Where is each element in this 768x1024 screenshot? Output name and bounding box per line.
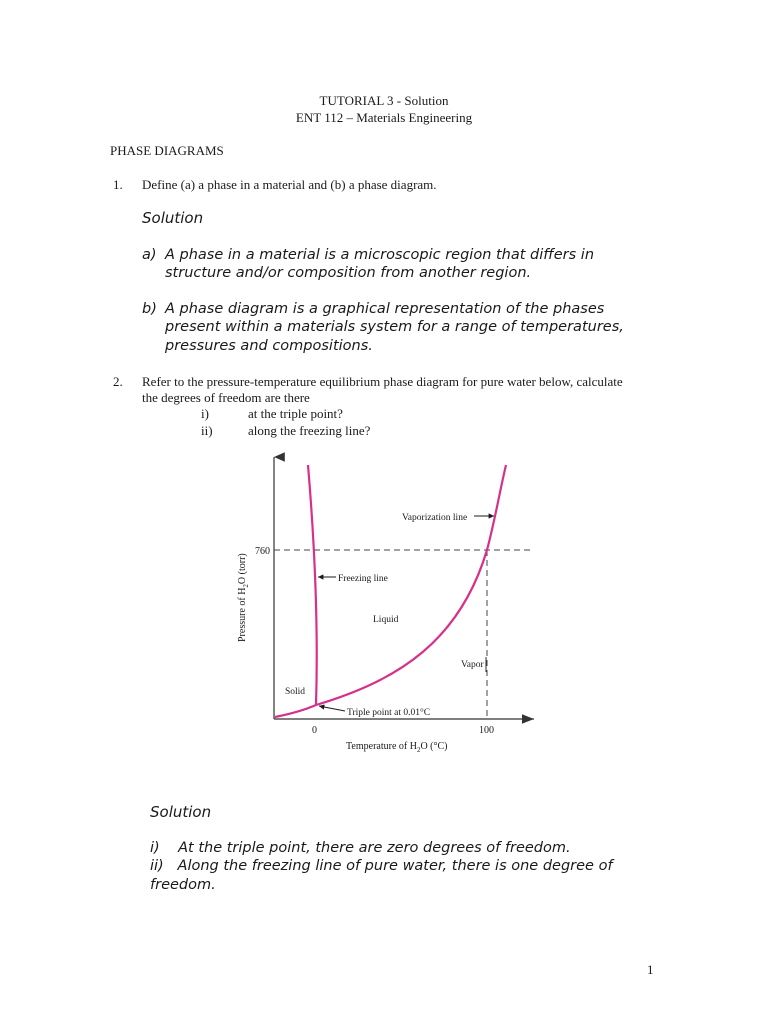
page-number: 1 — [647, 962, 654, 977]
question-2-line1: Refer to the pressure-temperature equilibrium phase diagram for pure water below, calculate — [142, 374, 623, 389]
question-2-i-label: i) — [201, 406, 209, 421]
question-2-number: 2. — [113, 374, 123, 389]
solid-region-label: Solid — [285, 687, 306, 697]
q1-answer-a-line1: A phase in a material is a microscopic region that differs in — [165, 247, 595, 263]
q1-answer-b-line3: pressures and compositions. — [165, 338, 373, 354]
vaporization-line-label: Vaporization line — [402, 513, 468, 523]
section-heading: PHASE DIAGRAMS — [110, 143, 224, 158]
q1-answer-b-label: b) — [142, 301, 157, 317]
liquid-region-label: Liquid — [373, 615, 399, 625]
x-tick-0: 0 — [312, 725, 317, 736]
y-axis-title: Pressure of $H_2O$ (torr) — [237, 553, 250, 642]
sublimation-line — [275, 705, 316, 717]
question-2-ii-label: ii) — [201, 423, 213, 438]
question-1-text: Define (a) a phase in a material and (b) a phase diagram. — [142, 177, 437, 192]
x-axis-title: Temperature of $H_2O$ (°C) — [346, 741, 448, 754]
q2-solution-label: Solution — [150, 803, 212, 821]
q1-answer-a-line2: structure and/or composition from another region. — [165, 265, 532, 281]
x-tick-100: 100 — [479, 725, 494, 736]
y-tick-760: 760 — [255, 546, 270, 557]
document-title: TUTORIAL 3 - Solution — [319, 93, 449, 108]
question-2-line2: the degrees of freedom are there — [142, 390, 310, 405]
question-2-ii-text: along the freezing line? — [248, 423, 371, 438]
q2-answer-ii-line1: ii) Along the freezing line of pure water, there is one degree of — [150, 858, 613, 874]
freezing-line-label: Freezing line — [338, 574, 388, 584]
q2-answer-ii-line2: freedom. — [150, 877, 216, 893]
triple-point-arrow — [319, 706, 345, 711]
q1-answer-b-line2: present within a materials system for a range of temperatures, — [165, 319, 624, 335]
q1-answer-a-label: a) — [142, 247, 157, 263]
course-title: ENT 112 – Materials Engineering — [295, 110, 473, 125]
triple-point-label: Triple point at 0.01°C — [347, 708, 431, 718]
question-2-i-text: at the triple point? — [248, 406, 343, 421]
q2-answer-i: i) At the triple point, there are zero degrees of freedom. — [150, 840, 571, 856]
q1-solution-label: Solution — [142, 209, 204, 227]
freezing-line — [308, 465, 317, 705]
vapor-region-label: Vapor — [461, 660, 484, 670]
question-1-number: 1. — [113, 177, 123, 192]
q1-answer-b-line1: A phase diagram is a graphical representation of the phases — [165, 301, 605, 317]
